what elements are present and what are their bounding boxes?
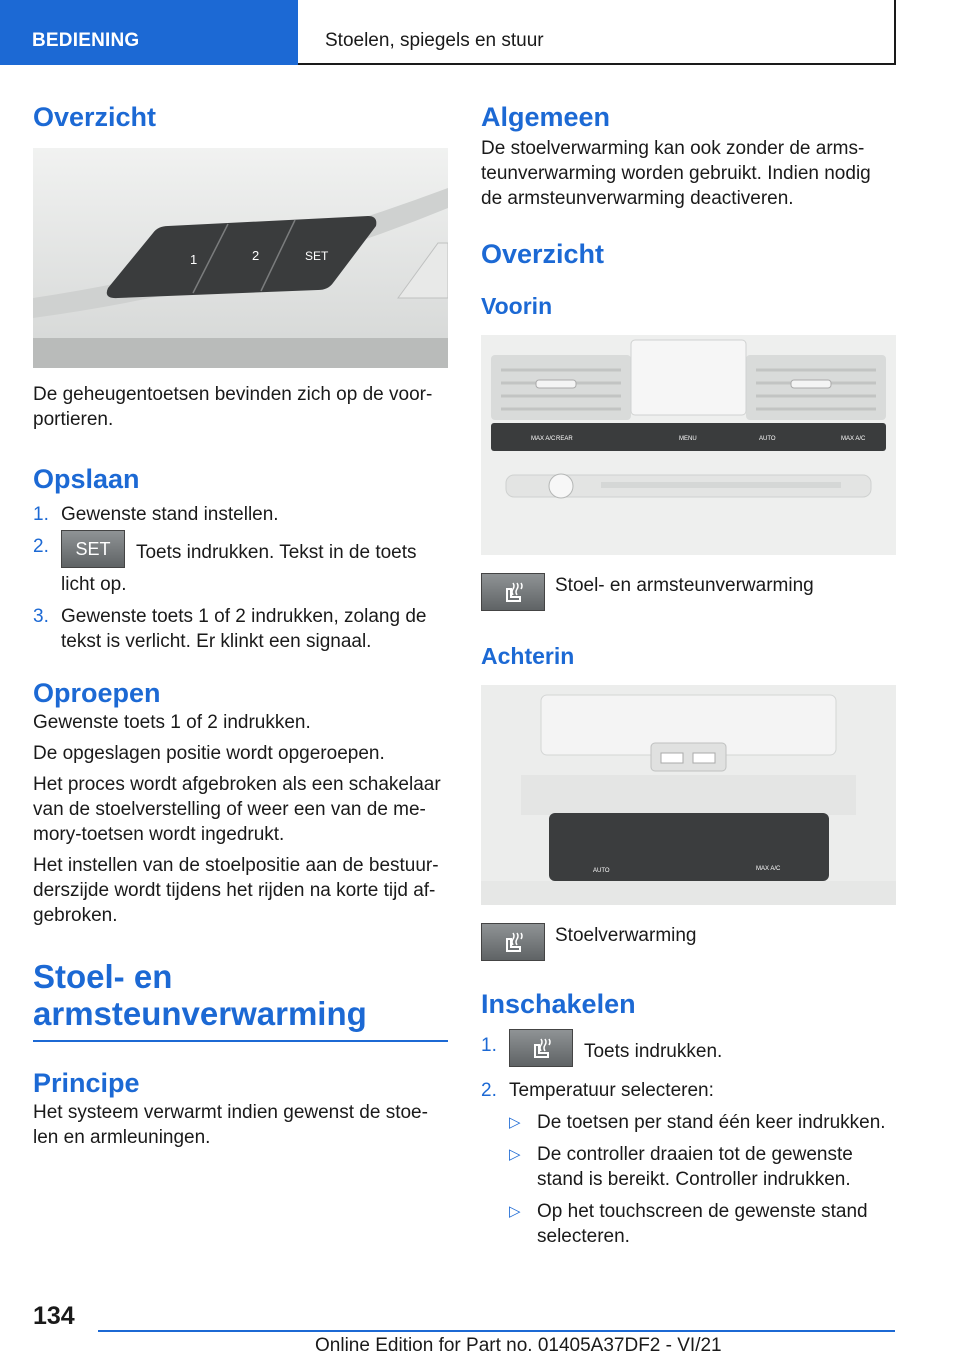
front-climate-panel-illustration xyxy=(481,335,896,555)
save-heading: Opslaan xyxy=(33,464,140,494)
memory-buttons-illustration xyxy=(33,148,448,368)
principle-heading: Principe xyxy=(33,1068,140,1098)
edition-text: Online Edition for Part no. 01405A37DF2 - VI/21 xyxy=(315,1335,722,1356)
panel-label: AUTO xyxy=(593,868,610,874)
seat-heating-icon xyxy=(509,1029,573,1067)
overview-text: De geheugentoetsen bevinden zich op de voor- portieren. xyxy=(33,384,433,430)
rear-heading: Achterin xyxy=(481,643,575,669)
front-icon-caption: Stoel- en armsteunverwarming xyxy=(555,575,814,596)
recall-text-3: Het proces wordt afgebroken als een schakelaar van de stoelverstelling of weer een van de me- mory-toetsen wordt ingedrukt. xyxy=(33,774,441,845)
footer-rule xyxy=(98,1330,895,1332)
switch-on-heading: Inschakelen xyxy=(481,989,636,1019)
section-tab: BEDIENING xyxy=(0,0,298,65)
list-item: 1. Toets indrukken. xyxy=(481,1033,896,1071)
seat-heating-icon xyxy=(481,923,545,961)
memory-key-2: 2 xyxy=(252,248,260,263)
list-item: ▷ Op het touchscreen de gewenste stand selecteren. xyxy=(509,1201,868,1247)
bullet-triangle-icon: ▷ xyxy=(509,1203,521,1220)
rear-icon-caption: Stoelverwarming xyxy=(555,925,697,946)
list-item: 2. SET Toets indrukken. Tekst in de toets licht op. xyxy=(33,534,448,597)
memory-key-set: SET xyxy=(305,249,329,263)
right-column xyxy=(481,100,896,1256)
left-column xyxy=(33,100,448,1150)
panel-label: REAR xyxy=(556,436,573,442)
panel-label: AUTO xyxy=(759,436,776,442)
header-divider xyxy=(298,63,312,65)
list-item: ▷ De toetsen per stand één keer indrukken. xyxy=(509,1112,886,1133)
panel-label: MENU xyxy=(679,436,697,442)
rear-icon-row xyxy=(481,923,896,961)
seat-heating-icon xyxy=(481,573,545,611)
chapter-title: Stoelen, spiegels en stuur xyxy=(311,0,896,65)
list-item: 3. Gewenste toets 1 of 2 indrukken, zolang de tekst is verlicht. Er klinkt een signaal. xyxy=(33,606,427,652)
recall-heading: Oproepen xyxy=(33,678,161,708)
list-item: ▷ De controller draaien tot de gewenste stand is bereikt. Controller indrukken. xyxy=(509,1144,853,1190)
rear-climate-panel-illustration xyxy=(481,685,896,905)
list-item: 1. Gewenste stand instellen. xyxy=(33,504,279,525)
list-item: 2. Temperatuur selecteren: ▷ De toetsen per stand één keer indrukken. ▷ De controller draaien tot de gewenste stand is bereikt. Controller indrukken. ▷ Op het touchscreen de gewenste stand selecteren. xyxy=(481,1078,896,1249)
page-number: 134 xyxy=(33,1302,75,1330)
recall-text-2: De opgeslagen positie wordt opgeroepen. xyxy=(33,743,385,764)
heating-heading: Stoel- en armsteunverwarming xyxy=(33,958,367,1032)
rear-climate-panel-figure xyxy=(481,685,896,905)
recall-text-4: Het instellen van de stoelpositie aan de bestuur- derszijde wordt tijdens het rijden na korte tijd af- gebroken. xyxy=(33,855,439,926)
save-steps xyxy=(33,502,448,654)
temperature-options xyxy=(509,1110,896,1249)
overview-heading-right: Overzicht xyxy=(481,239,605,269)
general-text: De stoelverwarming kan ook zonder de arms- teunverwarming worden gebruikt. Indien nodig de armsteunverwarming deactiveren. xyxy=(481,138,871,209)
memory-key-1: 1 xyxy=(190,252,198,267)
front-heading: Voorin xyxy=(481,293,553,319)
set-button-icon: SET xyxy=(61,530,125,568)
recall-text-1: Gewenste toets 1 of 2 indrukken. xyxy=(33,712,311,733)
memory-buttons-figure xyxy=(33,148,448,368)
bullet-triangle-icon: ▷ xyxy=(509,1146,521,1163)
general-heading: Algemeen xyxy=(481,102,611,132)
front-climate-panel-figure xyxy=(481,335,896,555)
principle-text: Het systeem verwarmt indien gewenst de stoe- len en armleuningen. xyxy=(33,1102,428,1148)
bullet-triangle-icon: ▷ xyxy=(509,1114,521,1131)
switch-on-steps xyxy=(481,1033,896,1249)
panel-label: MAX A/C xyxy=(756,866,781,872)
heading-rule xyxy=(33,1040,448,1042)
panel-label: MAX A/C xyxy=(531,436,556,442)
panel-label: MAX A/C xyxy=(841,436,866,442)
overview-heading: Overzicht xyxy=(33,102,157,132)
front-icon-row xyxy=(481,573,896,611)
